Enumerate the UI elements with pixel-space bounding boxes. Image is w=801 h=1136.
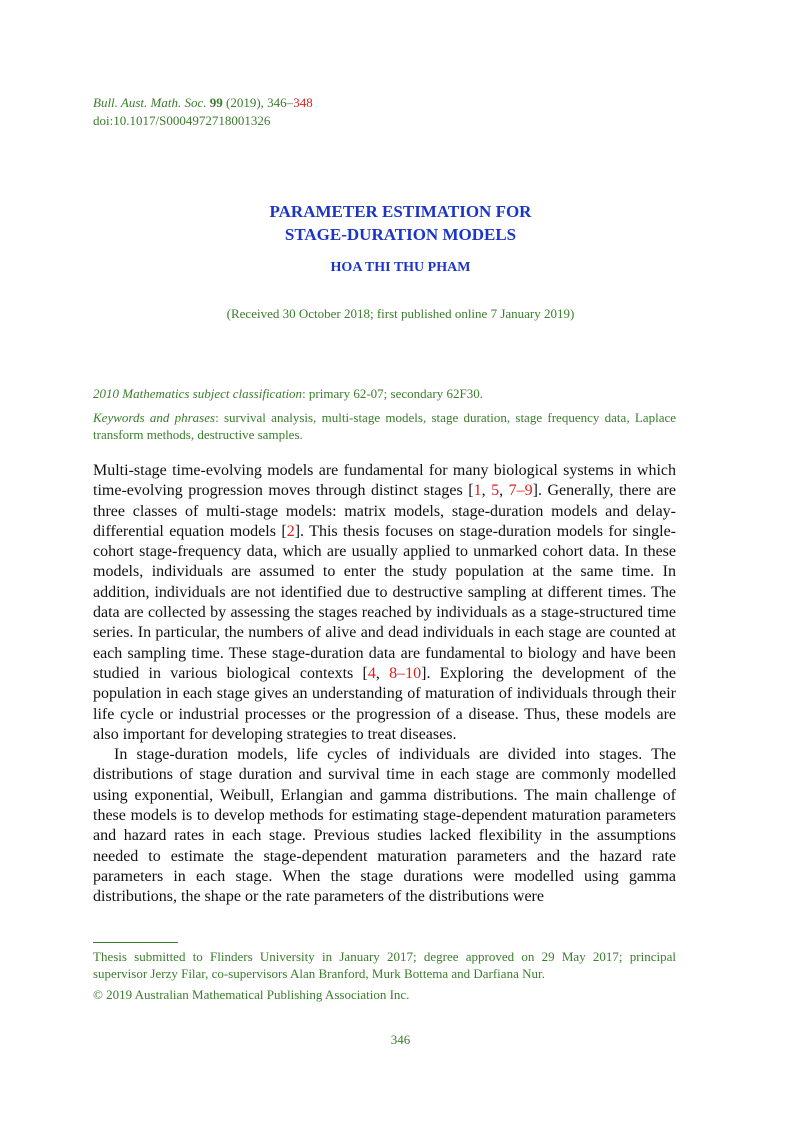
journal-name: Bull. Aust. Math. Soc. bbox=[93, 95, 207, 110]
volume-number: 99 bbox=[209, 95, 223, 110]
title-line-2: STAGE-DURATION MODELS bbox=[284, 225, 517, 244]
citation-ref-4[interactable]: 4 bbox=[367, 664, 376, 682]
title-block bbox=[0, 200, 801, 322]
received-dates: (Received 30 October 2018; first published online 7 January 2019) bbox=[226, 306, 575, 321]
metadata-block bbox=[93, 385, 676, 450]
page-number: 346 bbox=[390, 1032, 411, 1047]
citation-sep: , bbox=[375, 664, 390, 682]
keywords bbox=[93, 409, 676, 443]
keywords-label: Keywords and phrases bbox=[93, 410, 216, 425]
keywords-text: : survival analysis, multi-stage models, stage duration, stage frequency data, Laplace transform methods, destructive samples. bbox=[93, 410, 676, 442]
paragraph-1-text-b: ]. Generally, there are three classes of multi-stage models: matrix models, stage-duration models and delay-differential equation models [ bbox=[93, 482, 677, 540]
citation-ref-5[interactable]: 5 bbox=[491, 482, 500, 500]
citation-dash: – bbox=[516, 482, 525, 500]
paragraph-1-text-d: ]. Exploring the development of the population in each stage gives an understanding of maturation of individuals through their life cycle or industrial processes or the progression of a disease. Thus, these models are also important for developing strategies to treat diseases. bbox=[93, 664, 676, 743]
citation-ref-8[interactable]: 8 bbox=[389, 664, 398, 682]
paragraph-1-text-a: Multi-stage time-evolving models are fundamental for many biological systems in which time-evolving progression moves through distinct stages [ bbox=[93, 462, 676, 500]
doi-line[interactable]: doi:10.1017/S0004972718001326 bbox=[93, 113, 271, 128]
footnote bbox=[93, 948, 676, 1007]
year-pages: (2019), 346– bbox=[226, 95, 294, 110]
paragraph-1-text-c: ]. This thesis focuses on stage-duration models for single-cohort stage-frequency data, which are usually applied to unmarked cohort data. In these models, individuals are assumed to enter the study population at the same time. In addition, individuals are not identified due to destructive sampling at different times. The data are collected by assessing the stages reached by individuals as a stage-structured time series. In particular, the numbers of alive and dead individuals in each stage are counted at each sampling time. These stage-duration data are fundamental to biology and have been studied in various biological contexts [ bbox=[93, 522, 677, 682]
paper-title bbox=[0, 200, 801, 246]
citation-ref-9[interactable]: 9 bbox=[524, 482, 533, 500]
last-page-link[interactable]: 348 bbox=[293, 95, 313, 110]
citation-line bbox=[93, 94, 313, 112]
citation-sep: , bbox=[481, 482, 492, 500]
main-text bbox=[93, 461, 676, 908]
citation-ref-7[interactable]: 7 bbox=[508, 482, 517, 500]
footnote-rule bbox=[93, 942, 178, 943]
author-name: HOA THI THU PHAM bbox=[330, 260, 471, 275]
citation-sep: , bbox=[499, 482, 509, 500]
running-header bbox=[93, 94, 313, 130]
msc-classification bbox=[93, 385, 676, 402]
paragraph-2: In stage-duration models, life cycles of individuals are divided into stages. The distributions of stage duration and survival time in each stage are commonly modelled using exponential, Weibull, Erlangian and gamma distributions. The main challenge of these models is to develop methods for estimating stage-dependent maturation parameters and hazard rates in each stage. Previous studies lacked flexibility in the assumptions needed to estimate the stage-dependent maturation parameters and the hazard rate parameters in each stage. When the stage durations were modelled using gamma distributions, the shape or the rate parameters of the distributions were bbox=[93, 746, 676, 906]
title-line-1: PARAMETER ESTIMATION FOR bbox=[269, 202, 532, 221]
citation-ref-1[interactable]: 1 bbox=[473, 482, 482, 500]
citation-ref-2[interactable]: 2 bbox=[286, 522, 295, 540]
citation-dash: – bbox=[397, 664, 406, 682]
msc-text: : primary 62-07; secondary 62F30. bbox=[302, 386, 483, 401]
paragraph-1 bbox=[93, 461, 676, 745]
citation-ref-10[interactable]: 10 bbox=[405, 664, 422, 682]
thesis-note: Thesis submitted to Flinders University in January 2017; degree approved on 29 May 2017; principal supervisor Jerzy Filar, co-supervisors Alan Branford, Murk Bottema and Darfiana Nur. bbox=[93, 949, 676, 981]
msc-label: 2010 Mathematics subject classification bbox=[93, 386, 303, 401]
copyright-note: © 2019 Australian Mathematical Publishing Association Inc. bbox=[93, 987, 410, 1002]
